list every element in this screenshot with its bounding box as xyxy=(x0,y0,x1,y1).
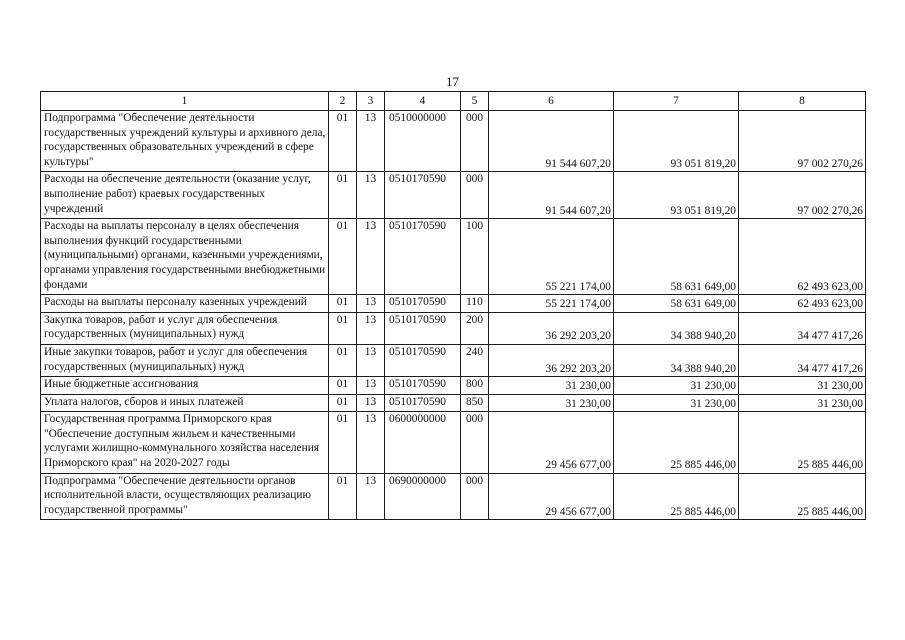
column-header: 5 xyxy=(461,92,489,111)
amount-col7: 31 230,00 xyxy=(614,377,739,395)
expense-type-code: 240 xyxy=(461,344,489,376)
amount-col7: 93 051 819,20 xyxy=(614,172,739,219)
subsection-code: 13 xyxy=(357,473,385,520)
expense-type-code: 200 xyxy=(461,312,489,344)
table-row xyxy=(41,377,866,395)
column-header: 3 xyxy=(357,92,385,111)
amount-col6: 36 292 203,20 xyxy=(489,312,614,344)
amount-col7: 58 631 649,00 xyxy=(614,219,739,295)
amount-col8: 62 493 623,00 xyxy=(739,219,866,295)
column-header: 7 xyxy=(614,92,739,111)
column-header: 6 xyxy=(489,92,614,111)
subsection-code: 13 xyxy=(357,219,385,295)
target-article-code: 0600000000 xyxy=(385,412,461,473)
amount-col6: 55 221 174,00 xyxy=(489,295,614,313)
amount-col6: 31 230,00 xyxy=(489,394,614,412)
amount-col8: 34 477 417,26 xyxy=(739,344,866,376)
row-name: Закупка товаров, работ и услуг для обеспечения государственных (муниципальных) нужд xyxy=(41,312,329,344)
expense-type-code: 110 xyxy=(461,295,489,313)
amount-col6: 29 456 677,00 xyxy=(489,412,614,473)
section-code: 01 xyxy=(329,473,357,520)
amount-col6: 55 221 174,00 xyxy=(489,219,614,295)
row-name: Расходы на обеспечение деятельности (оказание услуг, выполнение работ) краевых государственных учреждений xyxy=(41,172,329,219)
subsection-code: 13 xyxy=(357,394,385,412)
section-code: 01 xyxy=(329,295,357,313)
row-name: Иные бюджетные ассигнования xyxy=(41,377,329,395)
section-code: 01 xyxy=(329,219,357,295)
amount-col7: 34 388 940,20 xyxy=(614,312,739,344)
row-name: Иные закупки товаров, работ и услуг для обеспечения государственных (муниципальных) нужд xyxy=(41,344,329,376)
section-code: 01 xyxy=(329,312,357,344)
subsection-code: 13 xyxy=(357,111,385,172)
column-header: 2 xyxy=(329,92,357,111)
amount-col8: 25 885 446,00 xyxy=(739,412,866,473)
amount-col8: 62 493 623,00 xyxy=(739,295,866,313)
amount-col7: 25 885 446,00 xyxy=(614,473,739,520)
expense-type-code: 100 xyxy=(461,219,489,295)
table-row xyxy=(41,172,866,219)
column-header: 1 xyxy=(41,92,329,111)
target-article-code: 0510170590 xyxy=(385,219,461,295)
target-article-code: 0510170590 xyxy=(385,344,461,376)
amount-col7: 58 631 649,00 xyxy=(614,295,739,313)
expense-type-code: 850 xyxy=(461,394,489,412)
amount-col6: 91 544 607,20 xyxy=(489,111,614,172)
section-code: 01 xyxy=(329,344,357,376)
amount-col7: 34 388 940,20 xyxy=(614,344,739,376)
target-article-code: 0510000000 xyxy=(385,111,461,172)
section-code: 01 xyxy=(329,111,357,172)
subsection-code: 13 xyxy=(357,412,385,473)
section-code: 01 xyxy=(329,172,357,219)
expense-type-code: 800 xyxy=(461,377,489,395)
target-article-code: 0510170590 xyxy=(385,377,461,395)
row-name: Государственная программа Приморского края "Обеспечение доступным жильем и качественными услугами жилищно-коммунального хозяйства населения Приморского края" на 2020-2027 годы xyxy=(41,412,329,473)
amount-col6: 29 456 677,00 xyxy=(489,473,614,520)
table-row xyxy=(41,312,866,344)
target-article-code: 0510170590 xyxy=(385,394,461,412)
row-name: Уплата налогов, сборов и иных платежей xyxy=(41,394,329,412)
expense-type-code: 000 xyxy=(461,111,489,172)
amount-col6: 91 544 607,20 xyxy=(489,172,614,219)
table-row xyxy=(41,111,866,172)
header-row xyxy=(41,92,866,111)
target-article-code: 0510170590 xyxy=(385,312,461,344)
amount-col7: 31 230,00 xyxy=(614,394,739,412)
row-name: Расходы на выплаты персоналу казенных учреждений xyxy=(41,295,329,313)
section-code: 01 xyxy=(329,394,357,412)
target-article-code: 0510170590 xyxy=(385,172,461,219)
row-name: Подпрограмма "Обеспечение деятельности государственных учреждений культуры и архивного дела, государственных образовательных учреждений в сфере культуры" xyxy=(41,111,329,172)
target-article-code: 0510170590 xyxy=(385,295,461,313)
amount-col7: 25 885 446,00 xyxy=(614,412,739,473)
amount-col8: 31 230,00 xyxy=(739,377,866,395)
row-name: Расходы на выплаты персоналу в целях обеспечения выполнения функций государственными (муниципальными) органами, казенными учреждениями, органами управления государственными внебюджетными фондами xyxy=(41,219,329,295)
column-header: 8 xyxy=(739,92,866,111)
target-article-code: 0690000000 xyxy=(385,473,461,520)
subsection-code: 13 xyxy=(357,295,385,313)
table-row xyxy=(41,219,866,295)
expense-type-code: 000 xyxy=(461,172,489,219)
section-code: 01 xyxy=(329,377,357,395)
amount-col7: 93 051 819,20 xyxy=(614,111,739,172)
amount-col8: 97 002 270,26 xyxy=(739,111,866,172)
table-row xyxy=(41,394,866,412)
column-header: 4 xyxy=(385,92,461,111)
row-name: Подпрограмма "Обеспечение деятельности органов исполнительной власти, осуществляющих реализацию государственной программы" xyxy=(41,473,329,520)
amount-col8: 97 002 270,26 xyxy=(739,172,866,219)
subsection-code: 13 xyxy=(357,312,385,344)
subsection-code: 13 xyxy=(357,344,385,376)
amount-col6: 36 292 203,20 xyxy=(489,344,614,376)
amount-col8: 31 230,00 xyxy=(739,394,866,412)
expense-type-code: 000 xyxy=(461,473,489,520)
amount-col6: 31 230,00 xyxy=(489,377,614,395)
table-row xyxy=(41,473,866,520)
table-row xyxy=(41,295,866,313)
subsection-code: 13 xyxy=(357,172,385,219)
subsection-code: 13 xyxy=(357,377,385,395)
budget-table xyxy=(40,91,866,520)
page-number: 17 xyxy=(446,74,459,89)
section-code: 01 xyxy=(329,412,357,473)
table-row xyxy=(41,412,866,473)
table-row xyxy=(41,344,866,376)
expense-type-code: 000 xyxy=(461,412,489,473)
amount-col8: 25 885 446,00 xyxy=(739,473,866,520)
amount-col8: 34 477 417,26 xyxy=(739,312,866,344)
